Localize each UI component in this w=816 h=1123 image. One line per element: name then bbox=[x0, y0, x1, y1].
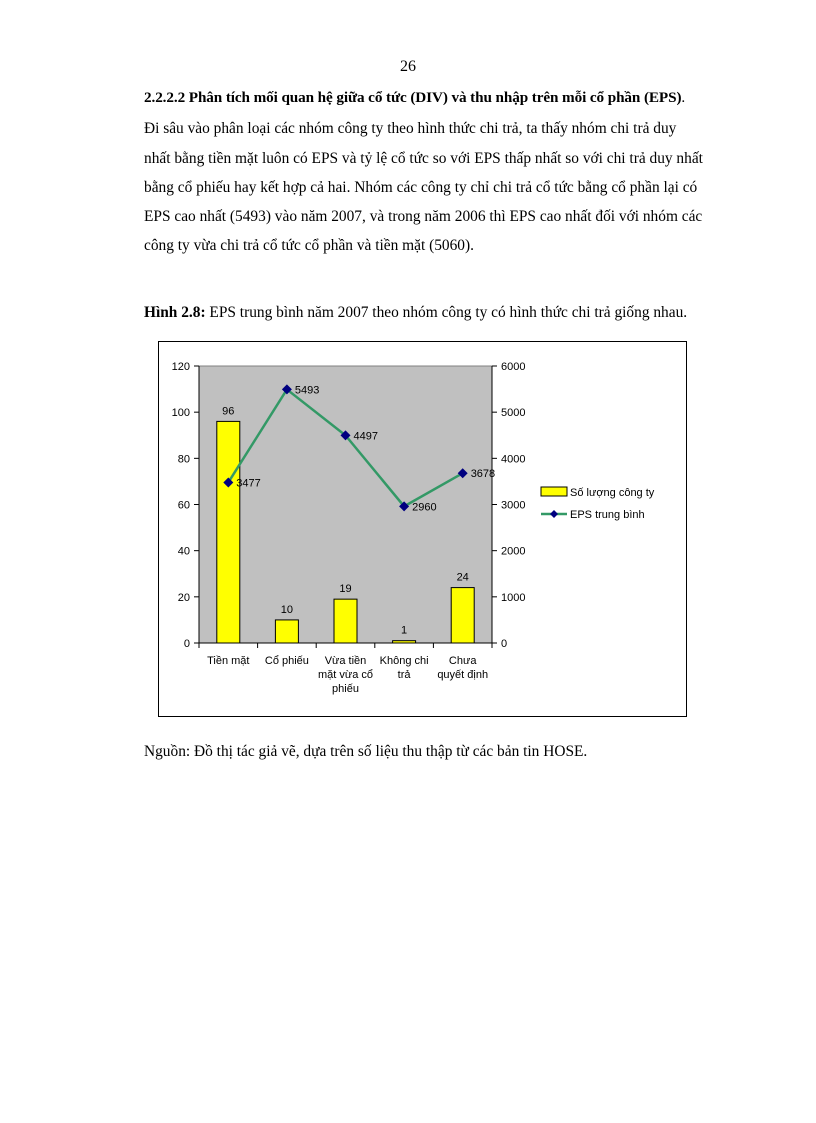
x-axis-category-label: Không chi bbox=[379, 655, 429, 667]
bar-so-luong-cong-ty bbox=[275, 620, 298, 643]
x-axis-category-label: trả bbox=[397, 669, 411, 681]
right-axis-tick-label: 5000 bbox=[501, 407, 526, 420]
bar-so-luong-cong-ty bbox=[334, 599, 357, 643]
legend-marker-swatch bbox=[550, 510, 558, 518]
bar-data-label: 96 bbox=[222, 405, 235, 418]
bar-data-label: 19 bbox=[339, 583, 352, 596]
left-axis-tick-label: 0 bbox=[183, 638, 190, 650]
right-axis-tick-label: 6000 bbox=[501, 361, 526, 373]
x-axis-category-label: Cổ phiếu bbox=[264, 655, 309, 667]
x-axis-category-label: Tiền mặt bbox=[207, 655, 250, 667]
eps-data-label: 3477 bbox=[236, 477, 261, 490]
section-heading bbox=[144, 89, 704, 107]
x-axis-category-label: Vừa tiền bbox=[324, 655, 367, 667]
paragraph-line-3: bằng cổ phiếu hay kết hợp cả hai. Nhóm các công ty chỉ chi trả cổ tức bằng cổ phần lại có bbox=[144, 179, 698, 196]
x-axis-category-label: phiếu bbox=[332, 683, 359, 695]
right-axis-tick-label: 0 bbox=[501, 638, 508, 650]
section-heading-period: . bbox=[681, 89, 686, 106]
eps-data-label: 2960 bbox=[412, 501, 437, 514]
bar-data-label: 10 bbox=[280, 603, 294, 616]
figure-caption-text: EPS trung bình năm 2007 theo nhóm công ty có hình thức chi trả giống nhau. bbox=[205, 304, 688, 321]
section-heading-text: 2.2.2.2 Phân tích mối quan hệ giữa cổ tức (DIV) và thu nhập trên mỗi cổ phần (EPS) bbox=[144, 89, 682, 106]
right-axis-tick-label: 3000 bbox=[501, 499, 526, 512]
source-note: Nguồn: Đồ thị tác giả vẽ, dựa trên số liệu thu thập từ các bản tin HOSE. bbox=[144, 743, 588, 760]
eps-data-label: 4497 bbox=[353, 430, 378, 443]
left-axis-tick-label: 60 bbox=[177, 499, 190, 512]
figure-caption bbox=[144, 304, 687, 322]
bar-so-luong-cong-ty bbox=[451, 588, 474, 643]
paragraph-line-1: Đi sâu vào phân loại các nhóm công ty theo hình thức chi trả, ta thấy nhóm chi trả duy bbox=[144, 120, 677, 137]
eps-data-label: 5493 bbox=[294, 384, 320, 397]
legend-label-eps: EPS trung bình bbox=[570, 509, 645, 521]
paragraph-line-2: nhất bằng tiền mặt luôn có EPS và tỷ lệ cổ tức so với EPS thấp nhất so với chi trả duy nhất bbox=[144, 150, 703, 167]
x-axis-category-label: Chưa bbox=[448, 655, 477, 667]
right-axis-tick-label: 1000 bbox=[501, 591, 526, 604]
x-axis-category-label: quyết định bbox=[437, 669, 489, 681]
bar-data-label: 1 bbox=[401, 624, 408, 637]
bar-so-luong-cong-ty bbox=[217, 421, 240, 643]
x-axis-category-label: mặt vừa cổ bbox=[317, 669, 374, 681]
paragraph-line-4: EPS cao nhất (5493) vào năm 2007, và trong năm 2006 thì EPS cao nhất đối với nhóm các bbox=[144, 208, 703, 225]
left-axis-tick-label: 80 bbox=[177, 453, 190, 466]
left-axis-tick-label: 20 bbox=[177, 591, 190, 604]
left-axis-tick-label: 120 bbox=[171, 361, 190, 373]
eps-data-label: 3678 bbox=[470, 468, 496, 481]
right-axis-tick-label: 2000 bbox=[501, 545, 526, 558]
paragraph-line-5: công ty vừa chi trả cổ tức cổ phần và tiền mặt (5060). bbox=[144, 237, 474, 254]
left-axis-tick-label: 100 bbox=[171, 407, 190, 420]
bar-data-label: 24 bbox=[456, 571, 469, 584]
figure-caption-label: Hình 2.8: bbox=[144, 304, 206, 321]
right-axis-tick-label: 4000 bbox=[501, 453, 526, 466]
page-number: 26 bbox=[400, 58, 416, 75]
left-axis-tick-label: 40 bbox=[177, 545, 190, 558]
legend-bar-swatch bbox=[541, 487, 567, 496]
eps-chart bbox=[158, 341, 687, 717]
legend-label-so-luong: Số lượng công ty bbox=[570, 487, 655, 499]
